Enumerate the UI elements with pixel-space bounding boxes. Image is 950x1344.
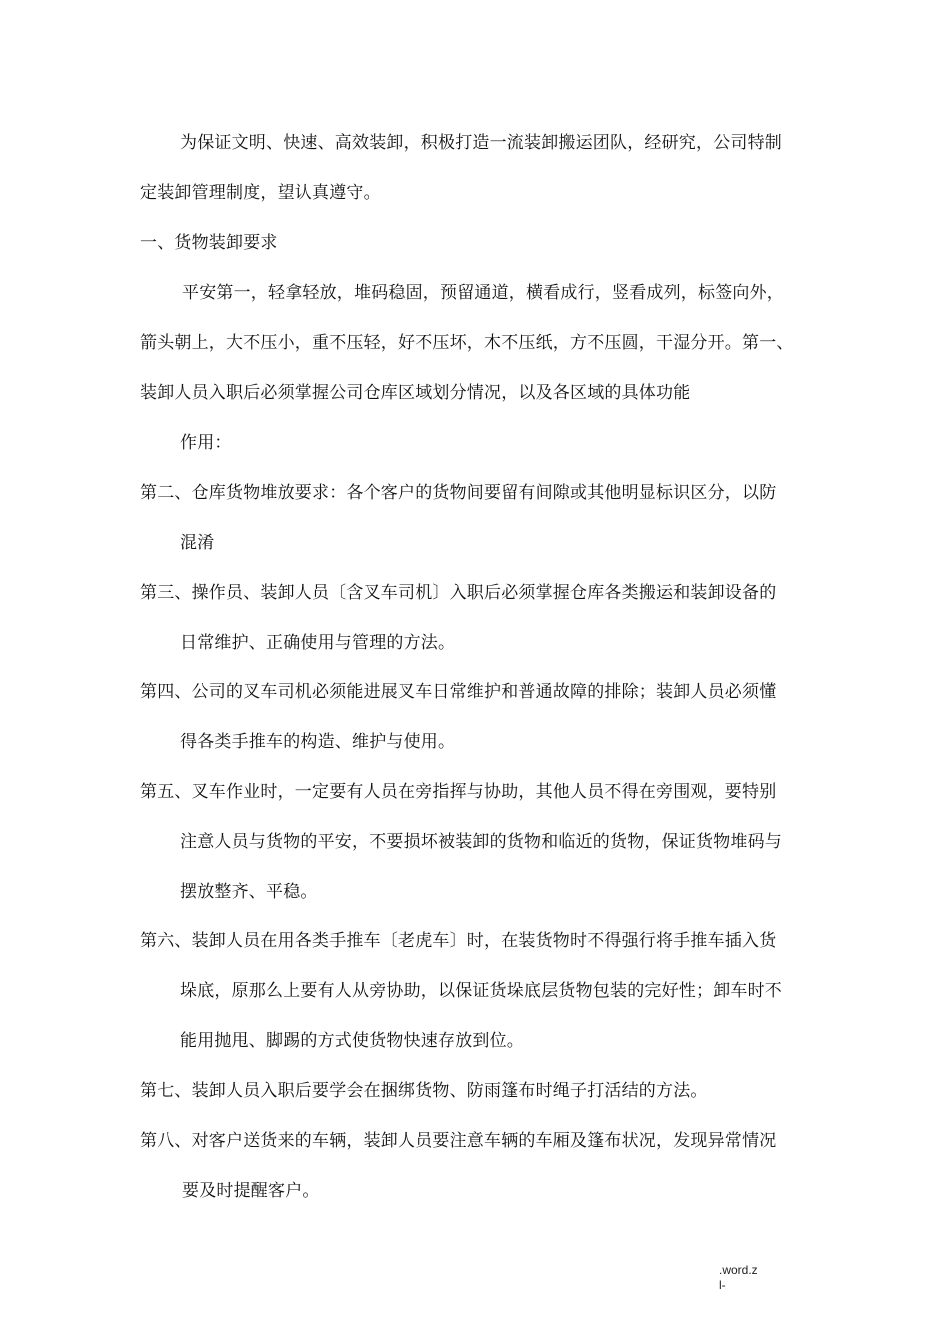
section-body-line-2: 箭头朝上，大不压小，重不压轻，好不压坏，木不压纸，方不压圆，干湿分开。第一、 [140, 333, 794, 353]
item-6-line-2: 垛底，原那么上要有人从旁协助，以保证货垛底层货物包装的完好性；卸车时不 [180, 981, 782, 1001]
item-4-line-2: 得各类手推车的构造、维护与使用。 [180, 732, 456, 752]
intro-line-2: 定装卸管理制度，望认真遵守。 [140, 183, 381, 203]
item-5-line-1: 第五、叉车作业时，一定要有人员在旁指挥与协助，其他人员不得在旁围观，要特别 [140, 782, 777, 802]
intro-line-1: 为保证文明、快速、高效装卸，积极打造一流装卸搬运团队，经研究，公司特制 [180, 133, 782, 153]
item-5-line-3: 摆放整齐、平稳。 [180, 882, 318, 902]
item-3-line-1: 第三、操作员、装卸人员〔含叉车司机〕入职后必须掌握仓库各类搬运和装卸设备的 [140, 583, 777, 603]
item-6-line-3: 能用抛甩、脚踢的方式使货物快速存放到位。 [180, 1031, 524, 1051]
item-4-line-1: 第四、公司的叉车司机必须能进展叉车日常维护和普通故障的排除；装卸人员必须懂 [140, 682, 777, 702]
section-body-line-1: 平安第一，轻拿轻放，堆码稳固，预留通道，横看成行，竖看成列，标签向外， [182, 283, 784, 303]
item-7-line-1: 第七、装卸人员入职后要学会在捆绑货物、防雨篷布时绳子打活结的方法。 [140, 1081, 708, 1101]
item-8-line-2: 要及时提醒客户。 [182, 1181, 320, 1201]
item-3-line-2: 日常维护、正确使用与管理的方法。 [180, 633, 456, 653]
item-2-line-1: 第二、仓库货物堆放要求：各个客户的货物间要留有间隙或其他明显标识区分，以防 [140, 483, 777, 503]
item-5-line-2: 注意人员与货物的平安，不要损坏被装卸的货物和临近的货物，保证货物堆码与 [180, 832, 782, 852]
item-8-line-1: 第八、对客户送货来的车辆，装卸人员要注意车辆的车厢及篷布状况，发现异常情况 [140, 1131, 777, 1151]
section-heading: 一、货物装卸要求 [140, 233, 278, 253]
item-6-line-1: 第六、装卸人员在用各类手推车〔老虎车〕时，在装货物时不得强行将手推车插入货 [140, 931, 777, 951]
footer-line-2: l- [719, 1278, 726, 1292]
section-body-line-3: 装卸人员入职后必须掌握公司仓库区域划分情况，以及各区域的具体功能 [140, 383, 691, 403]
section-body-line-4: 作用： [180, 433, 232, 453]
footer-line-1: .word.z [719, 1263, 758, 1277]
item-2-line-2: 混淆 [180, 533, 215, 553]
